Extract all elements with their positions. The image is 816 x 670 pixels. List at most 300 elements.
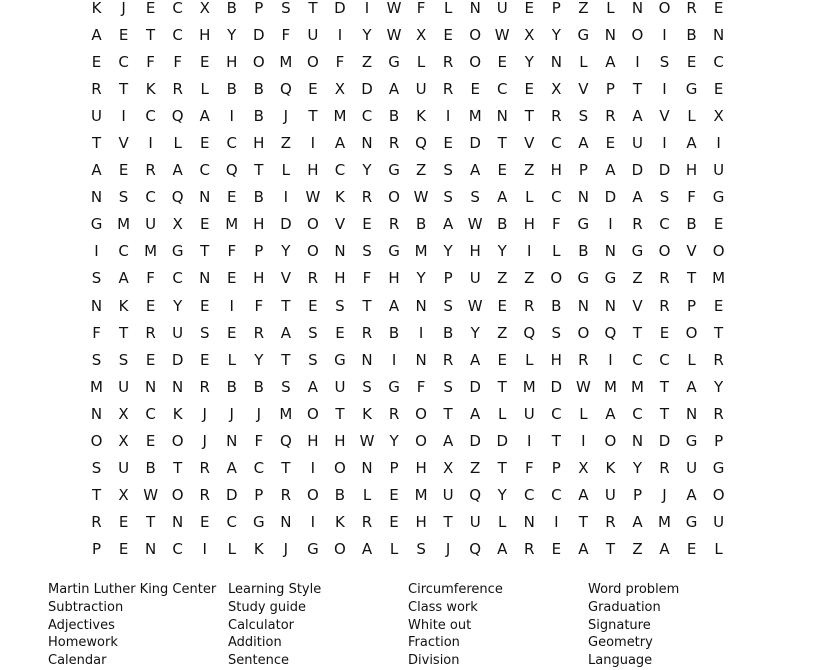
grid-letter: C [551,188,562,207]
grid-letter: K [172,404,183,423]
grid-letter: T [714,323,724,342]
grid-letter: C [524,486,535,505]
grid-letter: P [578,161,588,180]
grid-letter: T [335,404,345,423]
grid-letter: Y [714,377,724,396]
grid-letter: R [605,513,616,532]
grid-letter: G [252,513,265,532]
grid-letter: L [552,242,561,261]
grid-letter: C [226,513,237,532]
grid-letter: N [90,296,103,315]
grid-letter: B [334,486,346,505]
grid-letter: B [388,106,400,125]
grid-letter: X [199,0,210,17]
grid-letter: U [496,0,508,17]
grid-letter: E [551,540,562,559]
grid-letter: I [283,188,289,207]
grid-letter: M [414,242,428,261]
grid-letter: T [281,350,291,369]
grid-letter: W [467,296,483,315]
grid-letter: V [334,215,346,234]
grid-letter: O [306,404,319,423]
grid-letter: A [497,188,508,207]
grid-letter: N [415,350,427,369]
grid-letter: J [283,540,289,559]
grid-letter: P [254,0,264,17]
grid-letter: C [145,188,156,207]
grid-letter: T [632,323,643,342]
grid-letter: N [604,296,617,315]
grid-letter: T [308,106,318,125]
grid-letter: C [172,540,183,559]
grid-letter: V [280,269,291,288]
grid-letter: F [687,188,696,207]
grid-letter: N [172,377,184,396]
grid-letter: L [173,134,182,153]
grid-letter: Y [470,323,480,342]
grid-letter: T [524,106,534,125]
grid-letter: O [252,52,265,71]
grid-letter: C [172,25,183,44]
grid-letter: E [713,296,724,315]
grid-letter: Q [469,486,482,505]
grid-letter: D [280,215,292,234]
word-list-item: Fraction [408,635,460,651]
grid-letter: F [254,296,264,315]
grid-letter: I [337,25,343,44]
word-list-item: White out [408,617,472,633]
grid-letter: H [307,432,319,451]
grid-letter: X [551,79,562,98]
grid-letter: Y [416,269,426,288]
grid-letter: R [524,296,535,315]
grid-letter: A [578,540,589,559]
word-list-item: Sentence [228,653,289,669]
grid-letter: J [202,432,207,451]
grid-letter: A [443,215,454,234]
grid-letter: A [497,540,508,559]
grid-letter: K [605,459,616,478]
grid-letter: I [554,513,559,532]
grid-letter: V [686,242,697,261]
grid-letter: P [632,486,642,505]
grid-letter: E [389,513,399,532]
grid-letter: C [361,106,373,125]
grid-letter: N [280,513,292,532]
grid-letter: M [279,52,293,71]
word-list-item: Learning Style [228,582,322,597]
grid-letter: P [687,296,697,315]
grid-letter: C [118,242,129,261]
grid-letter: I [608,215,613,234]
grid-letter: Z [280,134,291,153]
grid-letter: E [199,513,210,532]
grid-letter: I [527,242,532,261]
grid-letter: Y [443,242,453,261]
grid-letter: R [172,79,183,98]
grid-letter: O [171,432,184,451]
grid-letter: G [685,79,698,98]
grid-letter: R [145,323,156,342]
grid-letter: T [173,459,183,478]
grid-letter: C [172,269,183,288]
grid-letter: O [658,242,671,261]
grid-letter: G [577,269,590,288]
grid-letter: H [226,52,238,71]
grid-letter: U [307,25,319,44]
grid-letter: A [307,377,319,396]
grid-letter: L [579,52,588,71]
grid-letter: P [551,459,561,478]
grid-letter: E [524,0,535,17]
grid-letter: K [91,0,102,17]
grid-letter: I [716,134,721,153]
grid-letter: U [469,269,481,288]
grid-letter: O [334,540,346,559]
grid-letter: Y [254,350,264,369]
grid-letter: U [604,486,616,505]
grid-letter: C [632,404,643,423]
grid-letter: D [171,350,184,369]
word-list-item: Word problem [588,582,680,597]
grid-letter: V [524,134,535,153]
grid-letter: S [281,377,291,396]
word-list-item: Subtraction [48,599,124,615]
grid-letter: T [578,513,588,532]
grid-letter: C [118,52,129,71]
grid-letter: C [145,106,156,125]
grid-letter: G [604,269,617,288]
grid-letter: A [605,404,616,423]
grid-letter: I [229,106,234,125]
grid-letter: Z [470,459,481,478]
grid-letter: R [713,404,724,423]
grid-letter: P [551,0,561,17]
grid-letter: D [658,432,671,451]
grid-letter: E [118,25,129,44]
grid-letter: O [469,25,482,44]
grid-letter: O [469,52,482,71]
grid-letter: V [118,134,129,153]
grid-letter: H [550,350,562,369]
word-list-item: Signature [588,617,651,633]
grid-letter: B [253,377,264,396]
grid-letter: Q [469,540,482,559]
grid-letter: P [714,432,724,451]
grid-letter: A [605,161,616,180]
grid-letter: B [497,215,508,234]
grid-letter: F [254,432,264,451]
grid-letter: Z [524,161,535,180]
grid-letter: D [469,134,481,153]
grid-letter: N [577,188,589,207]
grid-letter: S [281,0,291,17]
grid-letter: Q [225,161,238,180]
grid-letter: A [118,269,129,288]
grid-letter: F [552,215,561,234]
grid-letter: N [631,432,644,451]
grid-letter: R [632,215,643,234]
grid-letter: E [659,323,670,342]
grid-letter: S [443,377,453,396]
grid-letter: H [307,161,319,180]
grid-letter: C [632,350,643,369]
grid-letter: J [229,404,234,423]
grid-letter: X [118,432,129,451]
grid-letter: I [364,0,370,17]
grid-letter: N [631,0,644,17]
grid-letter: E [145,432,156,451]
grid-letter: A [686,377,697,396]
grid-letter: A [470,350,481,369]
grid-letter: T [91,134,102,153]
grid-letter: E [199,296,210,315]
grid-letter: D [631,161,644,180]
grid-letter: A [470,161,481,180]
grid-letter: C [199,161,210,180]
grid-letter: V [632,296,643,315]
word-list-item: Graduation [588,599,661,615]
grid-letter: K [145,79,156,98]
grid-letter: N [604,242,617,261]
grid-letter: F [227,242,237,261]
letter-grid [83,0,732,563]
grid-letter: F [281,25,291,44]
grid-letter: W [494,25,510,44]
grid-letter: P [92,540,102,559]
grid-letter: I [310,513,316,532]
word-list-item: Language [588,653,653,669]
word-list-item: Study guide [228,599,307,615]
grid-letter: X [524,25,535,44]
grid-letter: X [713,106,724,125]
grid-letter: Y [524,52,534,71]
grid-letter: T [91,486,102,505]
grid-letter: Y [632,459,643,478]
grid-letter: Q [415,134,427,153]
grid-letter: N [90,188,103,207]
grid-letter: E [145,350,156,369]
grid-letter: N [712,25,725,44]
grid-letter: U [118,377,130,396]
grid-letter: Y [173,296,183,315]
grid-letter: E [443,25,453,44]
grid-letter: D [361,79,373,98]
grid-letter: L [525,188,534,207]
grid-letter: R [280,486,292,505]
grid-letter: L [525,350,534,369]
grid-letter: T [686,269,697,288]
grid-letter: B [253,79,264,98]
grid-letter: L [687,106,696,125]
grid-letter: B [226,0,237,17]
grid-letter: E [118,161,129,180]
grid-letter: E [497,52,507,71]
grid-letter: T [443,404,453,423]
grid-letter: L [606,0,615,17]
grid-letter: F [416,0,426,17]
grid-letter: A [578,486,589,505]
grid-letter: C [551,486,562,505]
grid-letter: E [362,215,372,234]
word-list-item: Adjectives [48,617,115,633]
grid-letter: U [172,323,184,342]
grid-letter: S [362,242,372,261]
grid-letter: Y [281,242,291,261]
grid-letter: M [333,106,347,125]
grid-letter: T [146,25,156,44]
grid-letter: O [415,432,427,451]
grid-letter: D [334,0,346,17]
grid-letter: R [199,377,210,396]
grid-letter: E [335,323,345,342]
grid-letter: A [199,106,210,125]
grid-letter: B [388,323,400,342]
grid-letter: U [713,161,725,180]
word-list-item: Addition [228,635,282,651]
grid-letter: R [388,404,400,423]
grid-letter: R [442,350,454,369]
grid-letter: R [605,106,616,125]
grid-letter: T [497,134,507,153]
grid-letter: B [551,296,562,315]
grid-letter: E [227,269,237,288]
grid-letter: E [199,134,210,153]
grid-letter: I [310,459,316,478]
grid-letter: N [577,296,589,315]
grid-letter: H [199,25,211,44]
grid-letter: I [581,432,586,451]
grid-letter: R [145,161,156,180]
grid-letter: I [662,134,667,153]
grid-letter: T [551,432,561,451]
grid-letter: G [577,25,590,44]
grid-letter: O [306,242,319,261]
grid-letter: I [418,323,424,342]
grid-letter: F [146,52,155,71]
grid-letter: H [388,269,400,288]
grid-letter: X [118,404,129,423]
grid-letter: Z [497,323,508,342]
grid-letter: S [659,52,670,71]
grid-letter: U [334,377,346,396]
grid-letter: X [172,215,183,234]
grid-letter: N [361,459,373,478]
grid-letter: T [497,377,507,396]
grid-letter: B [145,459,156,478]
grid-letter: M [90,377,103,396]
grid-letter: S [91,459,102,478]
grid-letter: I [391,350,397,369]
grid-letter: L [498,404,507,423]
grid-letter: R [253,323,265,342]
grid-letter: U [469,513,481,532]
grid-letter: E [199,52,210,71]
grid-letter: H [415,513,427,532]
grid-letter: K [253,540,264,559]
grid-letter: N [550,52,562,71]
grid-letter: I [310,134,316,153]
grid-letter: Y [362,161,372,180]
grid-letter: B [686,25,697,44]
grid-letter: I [202,540,207,559]
grid-letter: T [659,404,670,423]
grid-letter: E [686,540,697,559]
grid-letter: L [687,350,696,369]
grid-letter: F [524,459,534,478]
grid-letter: E [686,52,697,71]
grid-letter: R [442,79,454,98]
grid-letter: R [659,296,670,315]
grid-letter: D [658,161,671,180]
grid-letter: J [256,404,262,423]
grid-letter: T [308,0,318,17]
word-list-item: Division [408,653,460,669]
grid-letter: Q [171,188,184,207]
grid-letter: H [334,432,346,451]
grid-letter: U [91,106,103,125]
grid-letter: N [145,540,157,559]
grid-letter: W [386,25,402,44]
grid-letter: L [362,486,372,505]
grid-letter: O [415,404,427,423]
grid-letter: W [386,0,402,17]
grid-letter: B [226,79,237,98]
grid-letter: M [414,486,428,505]
grid-letter: B [578,242,589,261]
grid-letter: E [199,215,210,234]
grid-letter: B [415,215,427,234]
grid-letter: C [551,134,562,153]
grid-letter: X [578,459,589,478]
grid-letter: N [90,404,103,423]
grid-letter: S [308,350,318,369]
grid-letter: E [118,513,129,532]
grid-letter: T [281,459,291,478]
grid-letter: R [361,323,373,342]
grid-letter: O [712,242,725,261]
grid-letter: B [253,188,264,207]
grid-letter: N [361,350,373,369]
grid-letter: W [467,215,483,234]
grid-letter: P [254,242,264,261]
grid-letter: K [416,106,426,125]
grid-letter: F [335,52,345,71]
grid-letter: G [631,242,644,261]
grid-letter: G [685,432,698,451]
grid-letter: O [658,0,671,17]
grid-letter: N [469,0,481,17]
grid-letter: X [334,79,346,98]
grid-letter: M [117,215,131,234]
grid-letter: W [413,188,429,207]
grid-letter: M [658,513,671,532]
grid-letter: A [686,486,697,505]
word-list-item: Calculator [228,617,295,633]
word-list-item: Geometry [588,635,653,651]
grid-letter: G [712,188,725,207]
grid-letter: W [305,188,321,207]
grid-letter: R [199,459,210,478]
grid-letter: O [90,432,103,451]
grid-letter: Q [279,79,292,98]
grid-letter: A [388,79,400,98]
grid-letter: L [227,540,236,559]
word-list-item: Martin Luther King Center [48,582,217,597]
grid-letter: D [604,188,617,207]
grid-letter: R [361,188,373,207]
grid-letter: I [527,432,532,451]
